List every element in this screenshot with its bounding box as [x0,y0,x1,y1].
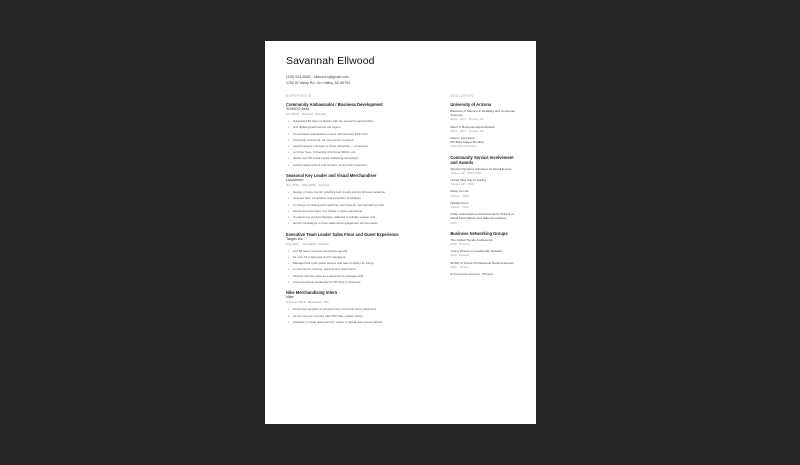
job-bullet: • Lead business outreach to Pima University — expansion [293,144,438,148]
job-bullet: • Led 50 team members and direct reports [293,249,438,253]
involvement-item [450,167,518,175]
education-column [450,94,518,330]
experience-column [286,94,438,330]
involvement-heading: Community Service Involvement and Awards [450,154,514,165]
degree-dates: 2014 – 2017 · Tucson, AZ [450,117,484,122]
honors: Dean's List Honor [450,136,475,141]
job-bullet: • for over 15 employees and 3 managers [293,255,438,259]
education-heading: EDUCATION [450,94,474,98]
job-bullet: • Wrote over 50 social media marketing campaigns, [293,156,438,160]
involvement-sub: Tucson · 2015 [450,205,469,210]
job-title: Seasonal Key Leader and Visual Merchandiser [286,173,377,179]
job-company: Target Inc. [286,236,304,241]
resume-columns [286,94,518,330]
involvement-sub: Tucson, AZ · 2016 [450,182,474,187]
job-company: Lululemon [286,178,304,183]
involvement-line: Habitat Team [450,200,469,205]
job-company: SOMOO Asia [286,107,309,112]
involvement-item [450,189,518,197]
contact-address: 1750 W Valley Rd, Oro Valley, AZ 85704 [286,81,351,85]
job-bullet: • In charge of training and coaching new hires for merchandising roles [293,203,438,207]
involvement-item [450,178,518,186]
job-bullet: • at Union Tees, University of Arizona SDAG, etc. [293,150,438,154]
job-bullets [286,307,438,324]
education-section [450,102,518,149]
job-bullet: • and digital growth across the region [293,125,438,129]
job-title: Executive Team Leader Sales Floor and Guest Experience [286,231,399,237]
job-bullet: • for the summer of more than 500 Nike retailer stores [293,314,438,318]
school-name: University of Arizona [450,102,492,107]
job-dates: Oct 2018 – Present · Remote [286,112,327,117]
networking-heading: Business Networking Groups [450,230,508,236]
job-bullet: • Worked with the store as a department manager with [293,274,438,278]
involvement-item [450,201,518,209]
minor: Minor in Business Administration [450,124,496,129]
networking-line: E Commerce Arizona · Phoenix [450,272,494,277]
experience-heading: EXPERIENCE [286,94,312,98]
networking-item [450,272,518,276]
job-dates: Summer 2016 · Beaverton, OR [286,300,329,305]
job-entry [286,232,438,285]
involvement-sub: Tucson · 2015 [450,193,469,198]
involvement-line: Special Olympics Volunteer for Retail Events [450,166,512,171]
involvement-list [450,167,518,225]
minor-dates: 2014 – 2017 · Tucson, AZ [450,128,484,133]
job-dates: Aug 2017 – Jan 2018 · Arizona [286,241,329,246]
involvement-sub: 2015 [450,220,457,225]
job-bullet: • social media content and support, and product launches [293,163,438,167]
job-entry [286,290,438,324]
job-company: Nike [286,295,294,300]
networking-sub: 2015 · Phoenix [450,253,470,258]
job-entry [286,102,438,167]
honors-secondary: Phi Beta Kappa Member [450,140,485,145]
job-bullet: • Design of store interior graphics and visuals across all store locations [293,190,438,194]
job-bullets [286,119,438,167]
job-bullet: • Supported 50 client contracts with the product's partnerships [293,119,438,123]
job-title: Nike Merchandising Intern [286,290,338,296]
networking-list [450,238,518,276]
networking-line: SHOP of Tucson Professional Network Events [450,260,514,265]
networking-line: The Global Trends Conference [450,237,493,242]
networking-line: Young Women in Leadership Network [450,249,503,254]
networking-section [450,231,518,276]
job-bullet: • Performed analysis of product lines, trend and store placement [293,307,438,311]
networking-item [450,261,518,269]
job-bullet: • Coordinated ambassador events with the Red Pink Club [293,132,438,136]
networking-sub: 2015 · Tucson [450,264,469,269]
involvement-item [450,212,518,225]
job-bullets [286,249,438,284]
resume-name: Savannah Ellwood [286,55,375,67]
job-bullets [286,190,438,225]
job-entry [286,173,438,226]
networking-item [450,238,518,246]
job-bullet: • University of Arizona, for community outreach [293,138,438,142]
involvement-line: Relay for Life [450,189,469,194]
networking-item [450,249,518,257]
job-bullet: • Created new product displays, adapted to holiday season and [293,215,438,219]
job-dates: Jun 2018 – May 2020 · Arizona [286,183,329,188]
resume-page [265,41,536,424]
contact-phone-email: (415) 534-8080 · ellwood.s@gmail.com [286,75,349,79]
involvement-sub: Tucson, AZ · 2015–2017 [450,170,482,175]
involvement-line: Order of Excellence Professional for Pursuit of Retail Field Values and Sales Excellence [450,212,514,221]
involvement-line: United Way Day of Caring [450,178,486,183]
job-bullet: • Oversee floor completion and execution of displays [293,196,438,200]
job-list [286,102,438,324]
job-bullet: • Managed full cycle guest service and team building for hiring [293,261,438,265]
degree: Bachelor of Science in Retailing and Consumer Sciences [450,109,516,118]
involvement-section [450,155,518,225]
networking-sub: 2019 · Phoenix [450,242,470,247]
job-bullet: • launch campaigns to drive sales and engagement across stores [293,221,438,225]
honors-institution: University of Arizona [450,144,477,149]
job-bullet: • cross-functional leadership for 50 hires of business [293,280,438,284]
job-bullet: • of new teams, training, apparel and assortment [293,267,438,271]
job-title: Community Ambassador / Business Development [286,102,383,107]
job-bullet: • Assisted in visual placement for rollout of global team presentations [293,320,438,324]
job-bullet: • across the store floor; key holder in store operations [293,209,438,213]
